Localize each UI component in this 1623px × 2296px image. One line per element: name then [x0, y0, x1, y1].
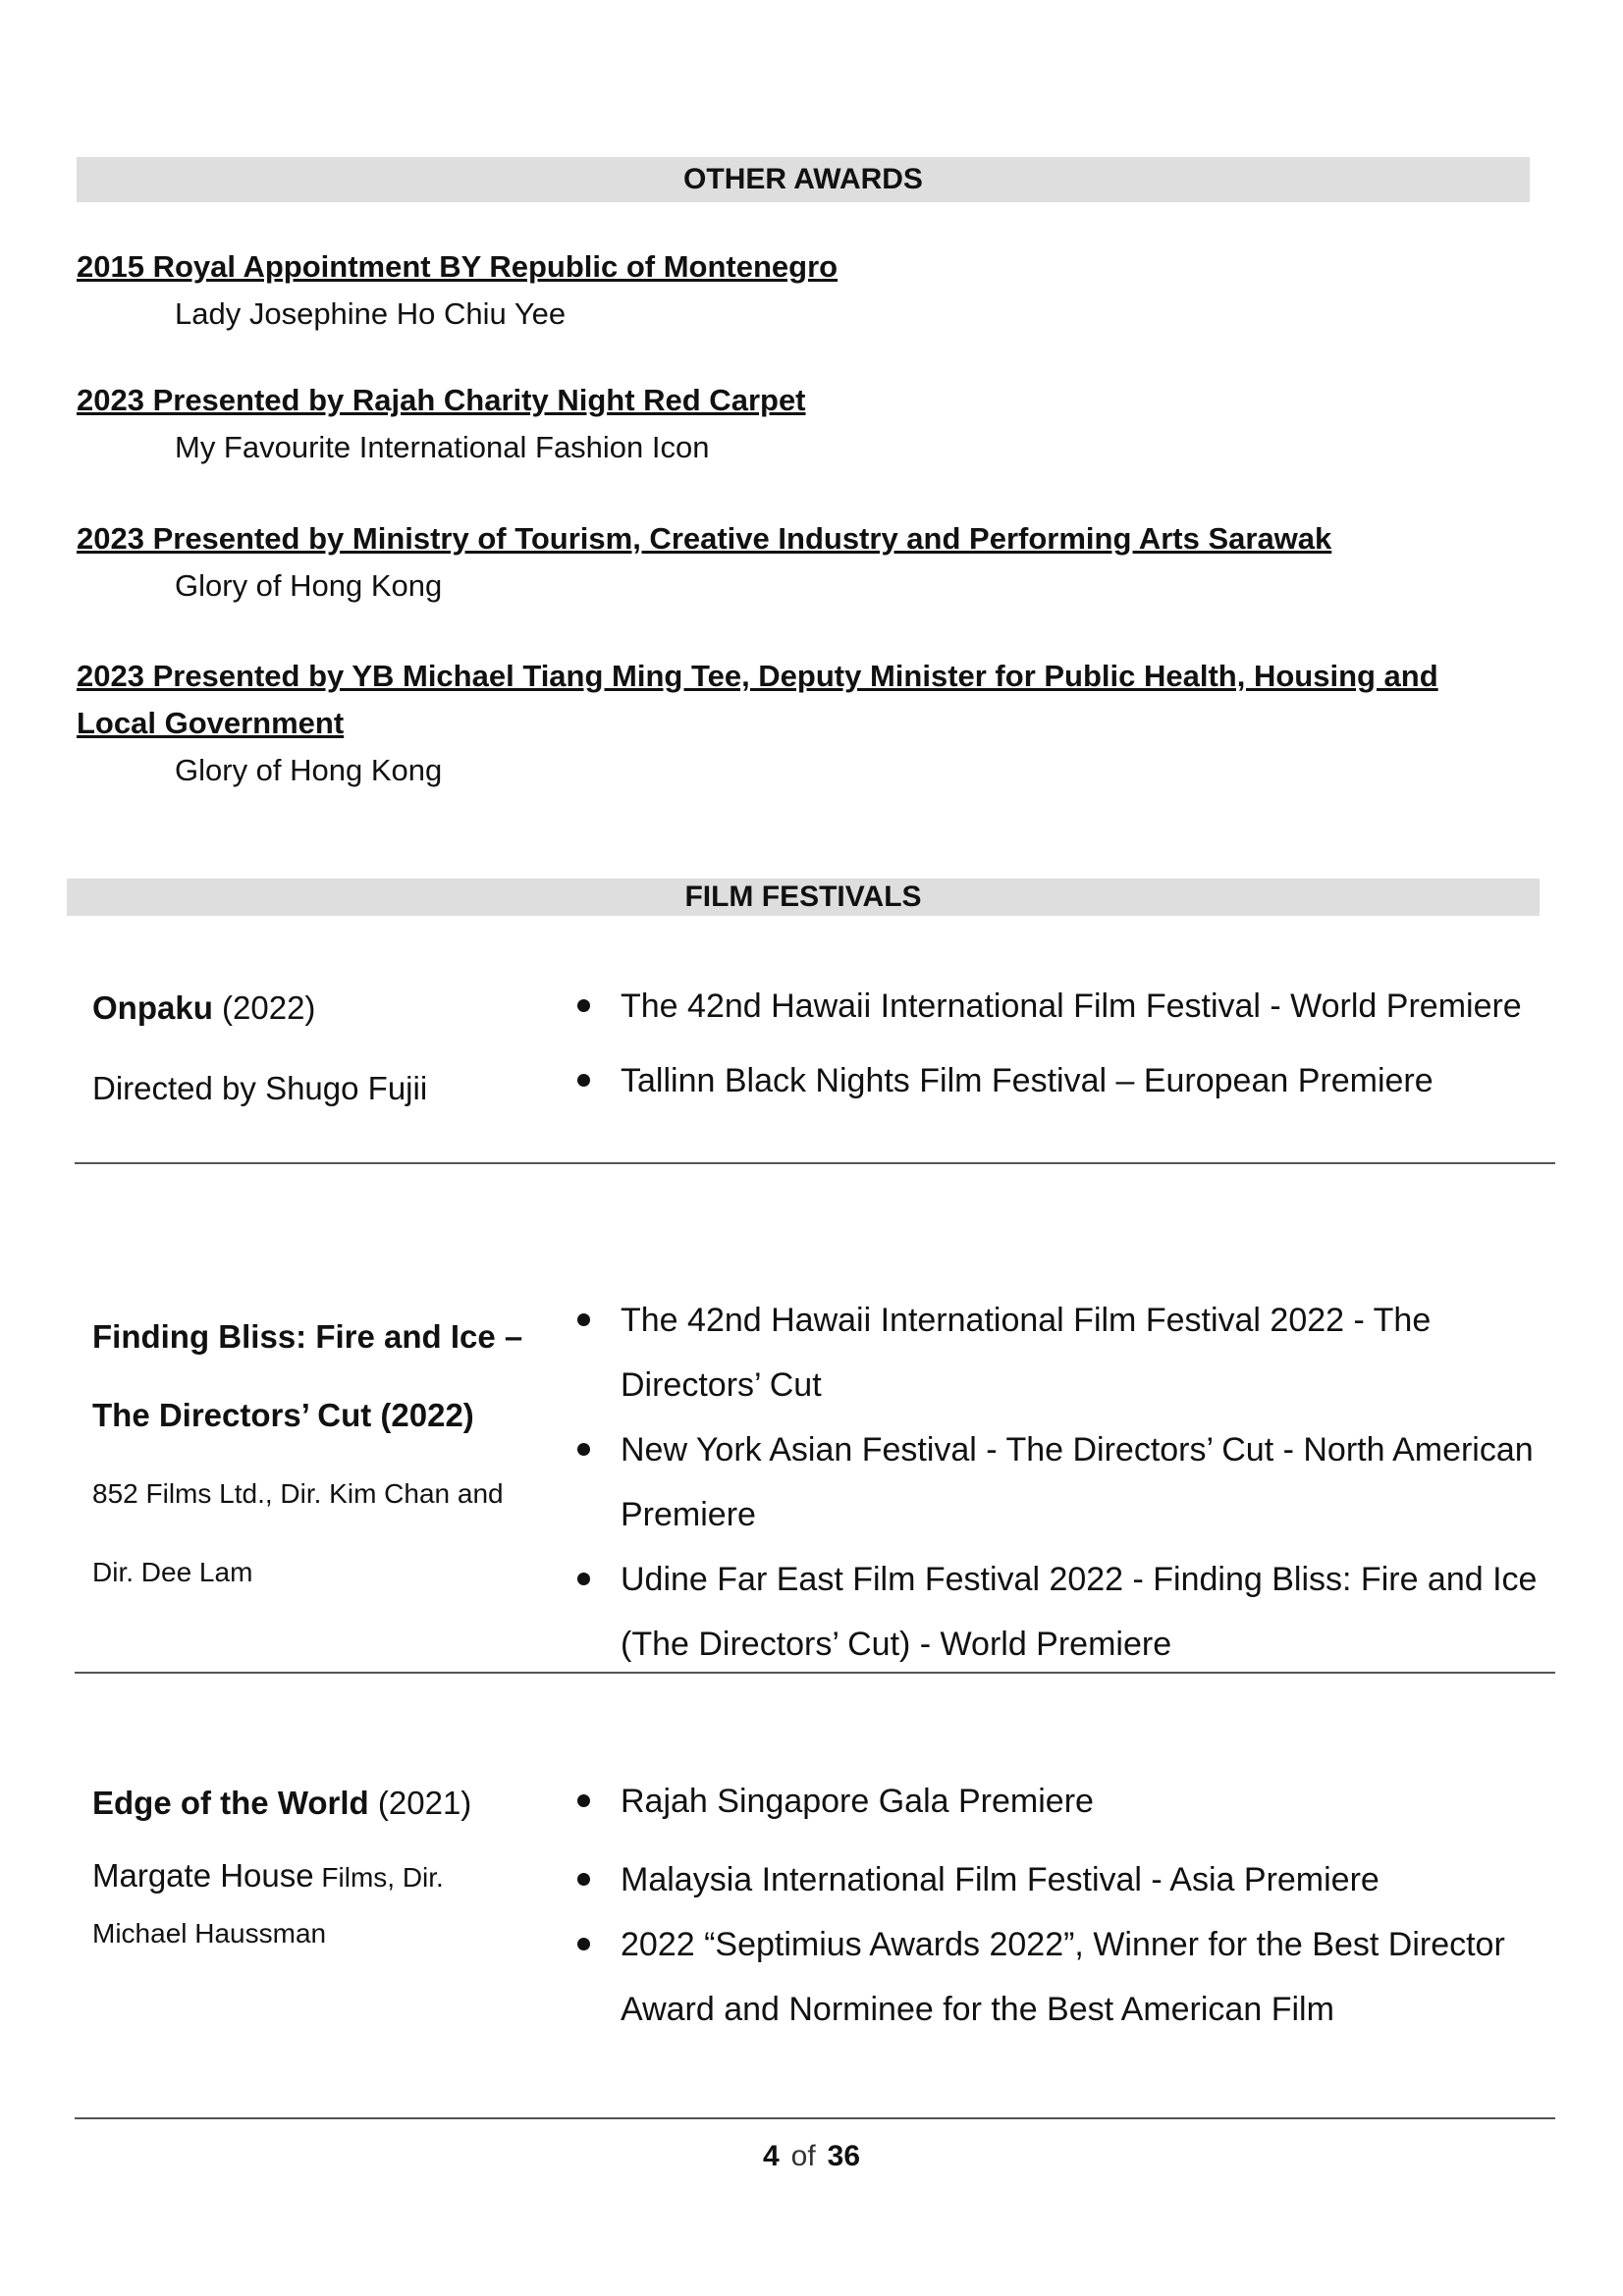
other-awards-heading: OTHER AWARDS: [77, 157, 1530, 202]
film-credit: Margate House Films, Dir.: [92, 1857, 444, 1894]
film-title: Onpaku: [92, 989, 213, 1026]
festival-item: The 42nd Hawaii International Film Festival 2022 - The Directors’ Cut: [566, 1288, 1557, 1417]
award-title: 2015 Royal Appointment BY Republic of Montenegro: [77, 249, 839, 284]
film-credit: Dir. Dee Lam: [92, 1557, 253, 1587]
film-info: [92, 1298, 522, 1612]
film-title: The Directors’ Cut (2022): [92, 1397, 474, 1433]
award-item: [77, 377, 1530, 471]
award-title: 2023 Presented by Ministry of Tourism, Creative Industry and Performing Arts Sarawak: [77, 521, 1332, 556]
festival-item: The 42nd Hawaii International Film Festival - World Premiere: [566, 974, 1547, 1039]
award-item: [77, 653, 1490, 794]
film-credit: Michael Haussman: [92, 1918, 327, 1949]
festival-item: Tallinn Black Nights Film Festival – European Premiere: [566, 1048, 1547, 1113]
festival-list: [566, 1288, 1557, 1677]
page-number: 4 of 36: [762, 2140, 861, 2172]
film-info: [92, 982, 427, 1115]
award-item: [77, 243, 1530, 338]
festival-item: Udine Far East Film Festival 2022 - Finding Bliss: Fire and Ice (The Directors’ Cut) - World Premiere: [566, 1547, 1557, 1677]
film-festivals-heading: FILM FESTIVALS: [67, 879, 1540, 916]
film-year: (2022): [222, 989, 316, 1026]
film-title: Finding Bliss: Fire and Ice –: [92, 1318, 523, 1355]
film-row-edge-of-the-world: [75, 1757, 1555, 2119]
award-recipient: My Favourite International Fashion Icon: [175, 430, 710, 464]
film-info: [92, 1777, 471, 1973]
film-title: Edge of the World: [92, 1785, 369, 1821]
award-recipient: Lady Josephine Ho Chiu Yee: [175, 296, 567, 331]
festival-item: Malaysia International Film Festival - Asia Premiere: [566, 1847, 1547, 1912]
award-item: [77, 515, 1530, 610]
festival-item: New York Asian Festival - The Directors’ Cut - North American Premiere: [566, 1417, 1557, 1547]
film-row-onpaku: [75, 962, 1555, 1164]
award-recipient: Glory of Hong Kong: [175, 753, 443, 787]
festival-item: Rajah Singapore Gala Premiere: [566, 1769, 1547, 1834]
award-recipient: Glory of Hong Kong: [175, 568, 443, 603]
film-year: (2021): [377, 1785, 472, 1821]
festival-list: [566, 974, 1547, 1113]
award-title: 2023 Presented by Rajah Charity Night Red Carpet: [77, 383, 806, 417]
festival-item: 2022 “Septimius Awards 2022”, Winner for the Best Director Award and Norminee for the Best American Film: [566, 1912, 1547, 2042]
festival-list: [566, 1769, 1547, 2042]
film-credit: Directed by Shugo Fujii: [92, 1070, 428, 1106]
film-credit: 852 Films Ltd., Dir. Kim Chan and: [92, 1478, 504, 1509]
film-row-finding-bliss: [75, 1276, 1555, 1674]
award-title: 2023 Presented by YB Michael Tiang Ming Tee, Deputy Minister for Public Health, Housing and Local Government: [77, 659, 1438, 740]
